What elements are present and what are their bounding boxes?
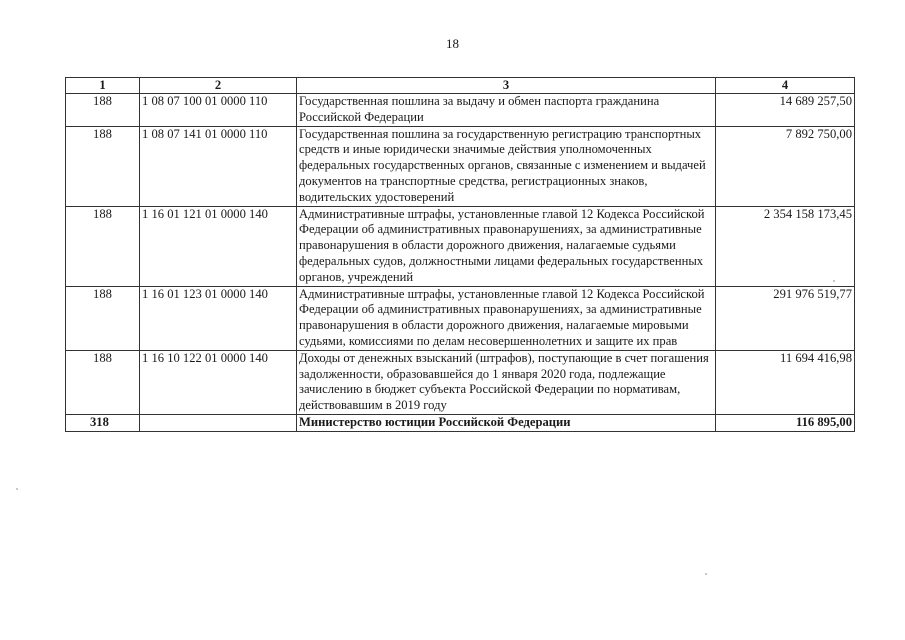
description-cell: Государственная пошлина за выдачу и обмен паспорта гражданина Российской Федерации bbox=[297, 94, 716, 127]
amount-cell: 11 694 416,98 bbox=[716, 350, 855, 414]
description-cell: Административные штрафы, установленные главой 12 Кодекса Российской Федерации об административных правонарушениях, за административные правонарушения в области дорожного движения, налагаемые судьями федеральных судов, должностными лицами федеральных государственных органов, учреждений bbox=[297, 206, 716, 286]
admin-code-cell: 188 bbox=[66, 126, 140, 206]
admin-code-cell: 188 bbox=[66, 286, 140, 350]
table-row bbox=[66, 206, 855, 286]
scan-speck bbox=[16, 488, 18, 490]
admin-code-cell: 188 bbox=[66, 94, 140, 127]
scan-speck bbox=[705, 573, 707, 575]
amount-cell: 291 976 519,77 bbox=[716, 286, 855, 350]
amount-cell: 7 892 750,00 bbox=[716, 126, 855, 206]
column-header-4: 4 bbox=[716, 78, 855, 94]
kbk-code-cell: 1 16 01 121 01 0000 140 bbox=[140, 206, 297, 286]
column-header-1: 1 bbox=[66, 78, 140, 94]
admin-code-cell: 188 bbox=[66, 206, 140, 286]
table-row bbox=[66, 94, 855, 127]
table-row bbox=[66, 126, 855, 206]
description-cell: Государственная пошлина за государственную регистрацию транспортных средств и иные юридически значимые действия уполномоченных федеральных государственных органов, связанные с изменением и выдачей документов на транспортные средства, регистрационных знаков, водительских удостоверений bbox=[297, 126, 716, 206]
scan-speck bbox=[833, 280, 835, 282]
revenue-table bbox=[65, 77, 855, 432]
ministry-name-cell: Министерство юстиции Российской Федерации bbox=[297, 414, 716, 431]
column-header-2: 2 bbox=[140, 78, 297, 94]
table-header-row bbox=[66, 78, 855, 94]
ministry-total-row bbox=[66, 414, 855, 431]
admin-code-cell: 188 bbox=[66, 350, 140, 414]
description-cell: Доходы от денежных взысканий (штрафов), поступающие в счет погашения задолженности, образовавшейся до 1 января 2020 года, подлежащие зачислению в бюджет субъекта Российской Федерации по нормативам, действовавшим в 2019 году bbox=[297, 350, 716, 414]
kbk-code-cell: 1 16 10 122 01 0000 140 bbox=[140, 350, 297, 414]
amount-cell: 2 354 158 173,45 bbox=[716, 206, 855, 286]
column-header-3: 3 bbox=[297, 78, 716, 94]
kbk-code-cell bbox=[140, 414, 297, 431]
ministry-total-amount: 116 895,00 bbox=[716, 414, 855, 431]
kbk-code-cell: 1 16 01 123 01 0000 140 bbox=[140, 286, 297, 350]
admin-code-cell: 318 bbox=[66, 414, 140, 431]
table-row bbox=[66, 286, 855, 350]
amount-cell: 14 689 257,50 bbox=[716, 94, 855, 127]
kbk-code-cell: 1 08 07 141 01 0000 110 bbox=[140, 126, 297, 206]
page-number: 18 bbox=[446, 36, 459, 51]
description-cell: Административные штрафы, установленные главой 12 Кодекса Российской Федерации об административных правонарушениях, за административные правонарушения в области дорожного движения, налагаемые мировыми судьями, комиссиями по делам несовершеннолетних и защите их прав bbox=[297, 286, 716, 350]
table-row bbox=[66, 350, 855, 414]
kbk-code-cell: 1 08 07 100 01 0000 110 bbox=[140, 94, 297, 127]
